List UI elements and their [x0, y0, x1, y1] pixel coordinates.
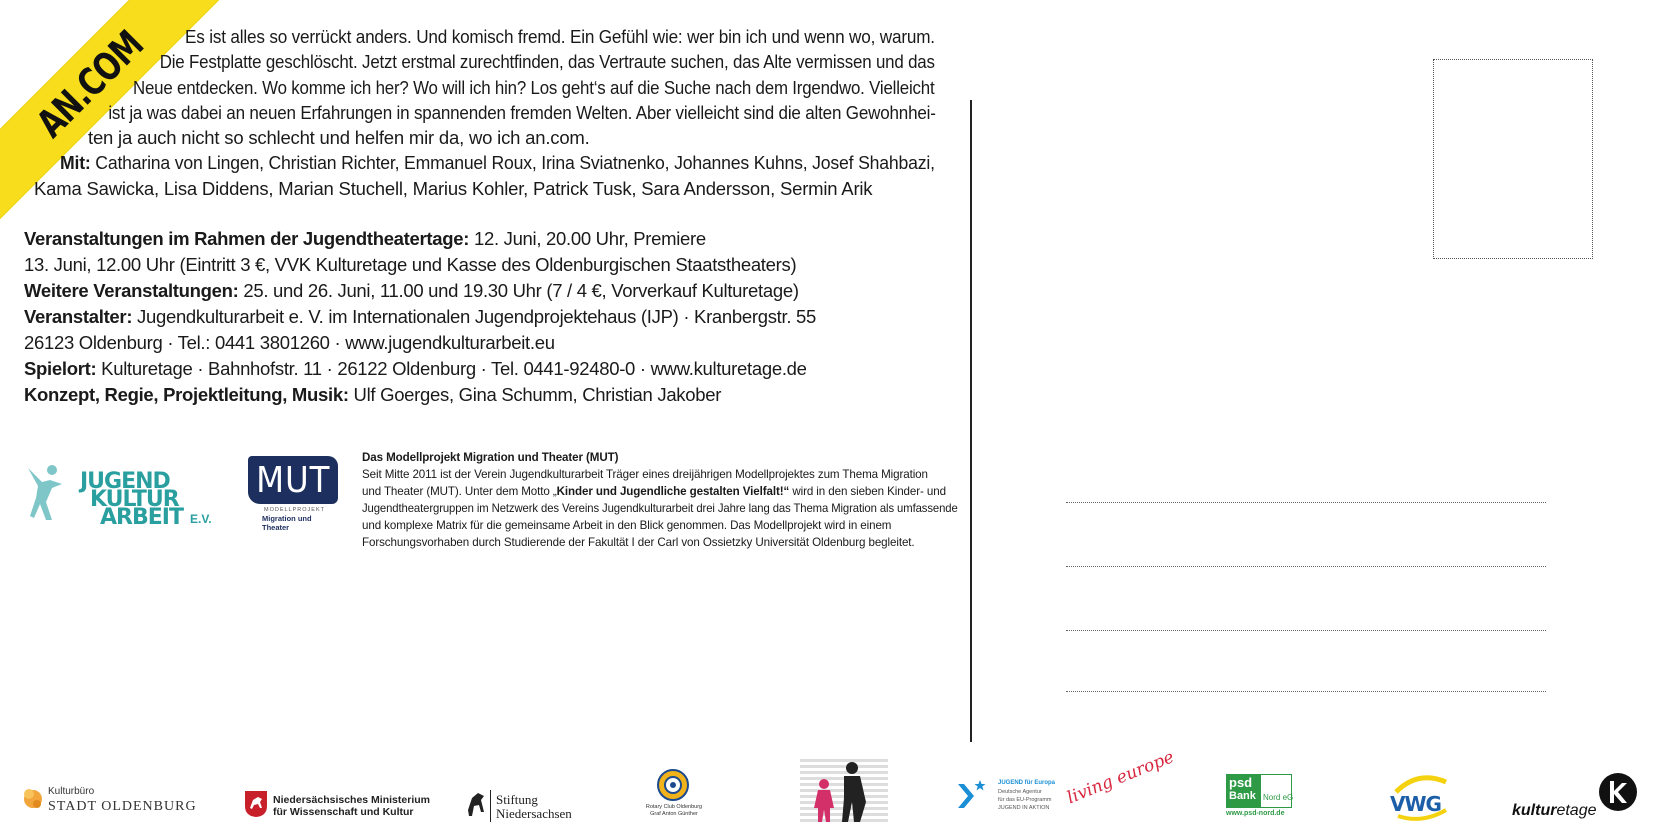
vwg-logo [1388, 772, 1450, 822]
horse-shield-icon [244, 790, 268, 818]
address-line [1066, 630, 1546, 631]
vwg-text: VWG [1390, 792, 1441, 816]
stiftung-l2: Niedersachsen [496, 806, 572, 821]
dancer-icon [22, 462, 68, 522]
mut-logo [248, 456, 340, 532]
info-line [24, 226, 924, 252]
psd-nord-text: Nord eG [1263, 793, 1294, 802]
psd-bank-text: Bank [1229, 790, 1256, 802]
photo-logo [800, 758, 888, 822]
mut-description [362, 449, 962, 551]
psd-white-box [1260, 774, 1292, 808]
psd-text: psd [1229, 775, 1253, 790]
jfe-l1: JUGEND für Europa [998, 780, 1056, 786]
kulturetage-light: etage [1556, 802, 1597, 819]
living-europe-text: living europe [1064, 747, 1177, 809]
ministry-l1: Niedersächsisches Ministerium [273, 794, 430, 806]
jugend-fuer-europa-logo [954, 778, 1064, 818]
info-label: Konzept, Regie, Projektleitung, Musik: [24, 384, 349, 405]
ministry-l2: für Wissenschaft und Kultur [273, 806, 414, 818]
info-line [24, 278, 924, 304]
cast-line: Kama Sawicka, Lisa Diddens, Marian Stuchell, Marius Kohler, Patrick Tusk, Sara Andersson, Sermin Arik [34, 177, 873, 199]
mut-line: Forschungsvorhaben durch Studierende der Fakultät I der Carl von Ossietzky Universität Oldenburg begleitet. [362, 536, 915, 549]
info-line [24, 304, 924, 330]
address-line [1066, 691, 1546, 692]
info-line [24, 382, 924, 408]
intro-line: Neue entdecken. Wo komme ich her? Wo will ich hin? Los geht‘s auf die Suche nach dem Irgendwo. Vielleicht [132, 76, 935, 98]
psd-bank-logo [1226, 774, 1296, 820]
oldenburg-big: STADT OLDENBURG [48, 799, 197, 814]
cast-line [20, 150, 935, 175]
stamp-box [1433, 59, 1593, 259]
jfe-l2: Deutsche Agentur [998, 789, 1042, 795]
banner-title: AN.COM [28, 22, 152, 146]
jugendkulturarbeit-logo [22, 462, 222, 530]
figures-icon [800, 758, 888, 822]
jk-word-arbeit: ARBEIT [100, 505, 183, 530]
mut-sub2: Migration und Theater [262, 514, 312, 532]
stiftung-logo [466, 790, 586, 826]
address-line [1066, 566, 1546, 567]
mut-text-part: wird in den sieben Kinder- und [789, 485, 946, 498]
kulturetage-logo [1512, 772, 1642, 822]
mut-line: und komplexe Matrix für die gemeinsame Arbeit in den Blick genommen. Das Modellprojekt wird in einem [362, 519, 892, 532]
k-badge-icon [1598, 772, 1638, 812]
info-label: Weitere Veranstaltungen: [24, 280, 239, 301]
flower-icon [22, 786, 44, 812]
horse-icon [466, 790, 488, 820]
rotary-l2: Graf Anton Günther [650, 811, 698, 817]
intro-line: ist ja was dabei an neuen Erfahrungen in spannenden fremden Welten. Aber vielleicht sind die alten Gewohnhei- [108, 101, 936, 123]
info-value: 12. Juni, 20.00 Uhr, Premiere [469, 228, 706, 249]
info-label: Veranstaltungen im Rahmen der Jugendtheatertage: [24, 228, 470, 249]
address-line [1066, 502, 1546, 503]
event-info [24, 226, 924, 408]
rotary-logo [634, 768, 714, 818]
living-europe-logo [1064, 747, 1178, 819]
intro-line: Die Festplatte geschlöscht. Jetzt erstmal zurechtfinden, das Vertraute suchen, das Alte vermissen und das [159, 51, 935, 73]
info-value: Jugendkulturarbeit e. V. im Internationalen Jugendprojektehaus (IJP) · Kranbergstr. 55 [132, 306, 817, 327]
mut-line: Jugendtheatergruppen im Netzwerk des Vereins Jugendkulturarbeit drei Jahre lang das Thema Migration als umfassende [362, 502, 958, 515]
intro-line: ten ja auch nicht so schlecht und helfen mir da, wo ich an.com. [88, 127, 590, 149]
info-line: 13. Juni, 12.00 Uhr (Eintritt 3 €, VVK Kulturetage und Kasse des Oldenburgischen Staatstheaters) [24, 254, 797, 275]
mut-text-part: und Theater (MUT). Unter dem Motto „ [362, 485, 557, 498]
jk-ev: E.V. [190, 512, 212, 526]
mut-sub1: MODELLPROJEKT [264, 507, 325, 513]
mut-title: MUT [255, 459, 331, 501]
rotary-wheel-icon [656, 768, 690, 802]
mut-line: Seit Mitte 2011 ist der Verein Jugendkulturarbeit Träger eines dreijährigen Modellprojektes zum Thema Migration [362, 468, 928, 481]
oldenburg-small: Kulturbüro [48, 786, 95, 797]
kulturetage-text [1512, 802, 1597, 820]
jfe-l4: JUGEND IN AKTION [998, 805, 1050, 811]
stiftung-l1: Stiftung [496, 792, 538, 807]
jk-word-kultur: KULTUR [90, 487, 179, 512]
info-label: Spielort: [24, 358, 97, 379]
intro-text [20, 24, 940, 201]
kulturetage-bold: kultur [1512, 802, 1557, 819]
ministry-logo [244, 790, 430, 824]
rotary-l1: Rotary Club Oldenburg [645, 804, 703, 810]
jfe-l3: für das EU-Programm [998, 797, 1052, 803]
mut-line [362, 483, 962, 500]
mut-badge [248, 456, 338, 504]
mut-motto: Kinder und Jugendliche gestalten Vielfalt!“ [556, 485, 790, 498]
info-value: Kulturetage · Bahnhofstr. 11 · 26122 Oldenburg · Tel. 0441-92480-0 · www.kulturetage.de [96, 358, 807, 379]
cast-label: Mit: [60, 152, 91, 174]
stiftung-divider [490, 790, 491, 822]
mut-heading: Das Modellprojekt Migration und Theater (MUT) [362, 451, 619, 464]
intro-line: Es ist alles so verrückt anders. Und komisch fremd. Ein Gefühl wie: wer bin ich und wenn wo, warum. [185, 26, 935, 47]
jk-word-jugend: JUGEND [80, 469, 170, 494]
info-label: Veranstalter: [24, 306, 133, 327]
postcard-divider [970, 100, 972, 742]
info-line: 26123 Oldenburg · Tel.: 0441 3801260 · www.jugendkulturarbeit.eu [24, 332, 555, 353]
psd-url: www.psd-nord.de [1226, 810, 1285, 817]
chevron-star-icon [954, 778, 990, 814]
stadt-oldenburg-logo [22, 784, 197, 820]
info-line [24, 356, 924, 382]
cast-names: Catharina von Lingen, Christian Richter, Emmanuel Roux, Irina Sviatnenko, Johannes Kuhns, Josef Shahbazi, [90, 152, 935, 174]
info-value: 25. und 26. Juni, 11.00 und 19.30 Uhr (7 / 4 €, Vorverkauf Kulturetage) [238, 280, 799, 301]
info-value: Ulf Goerges, Gina Schumm, Christian Jakober [348, 384, 722, 405]
psd-green-box [1226, 774, 1260, 808]
